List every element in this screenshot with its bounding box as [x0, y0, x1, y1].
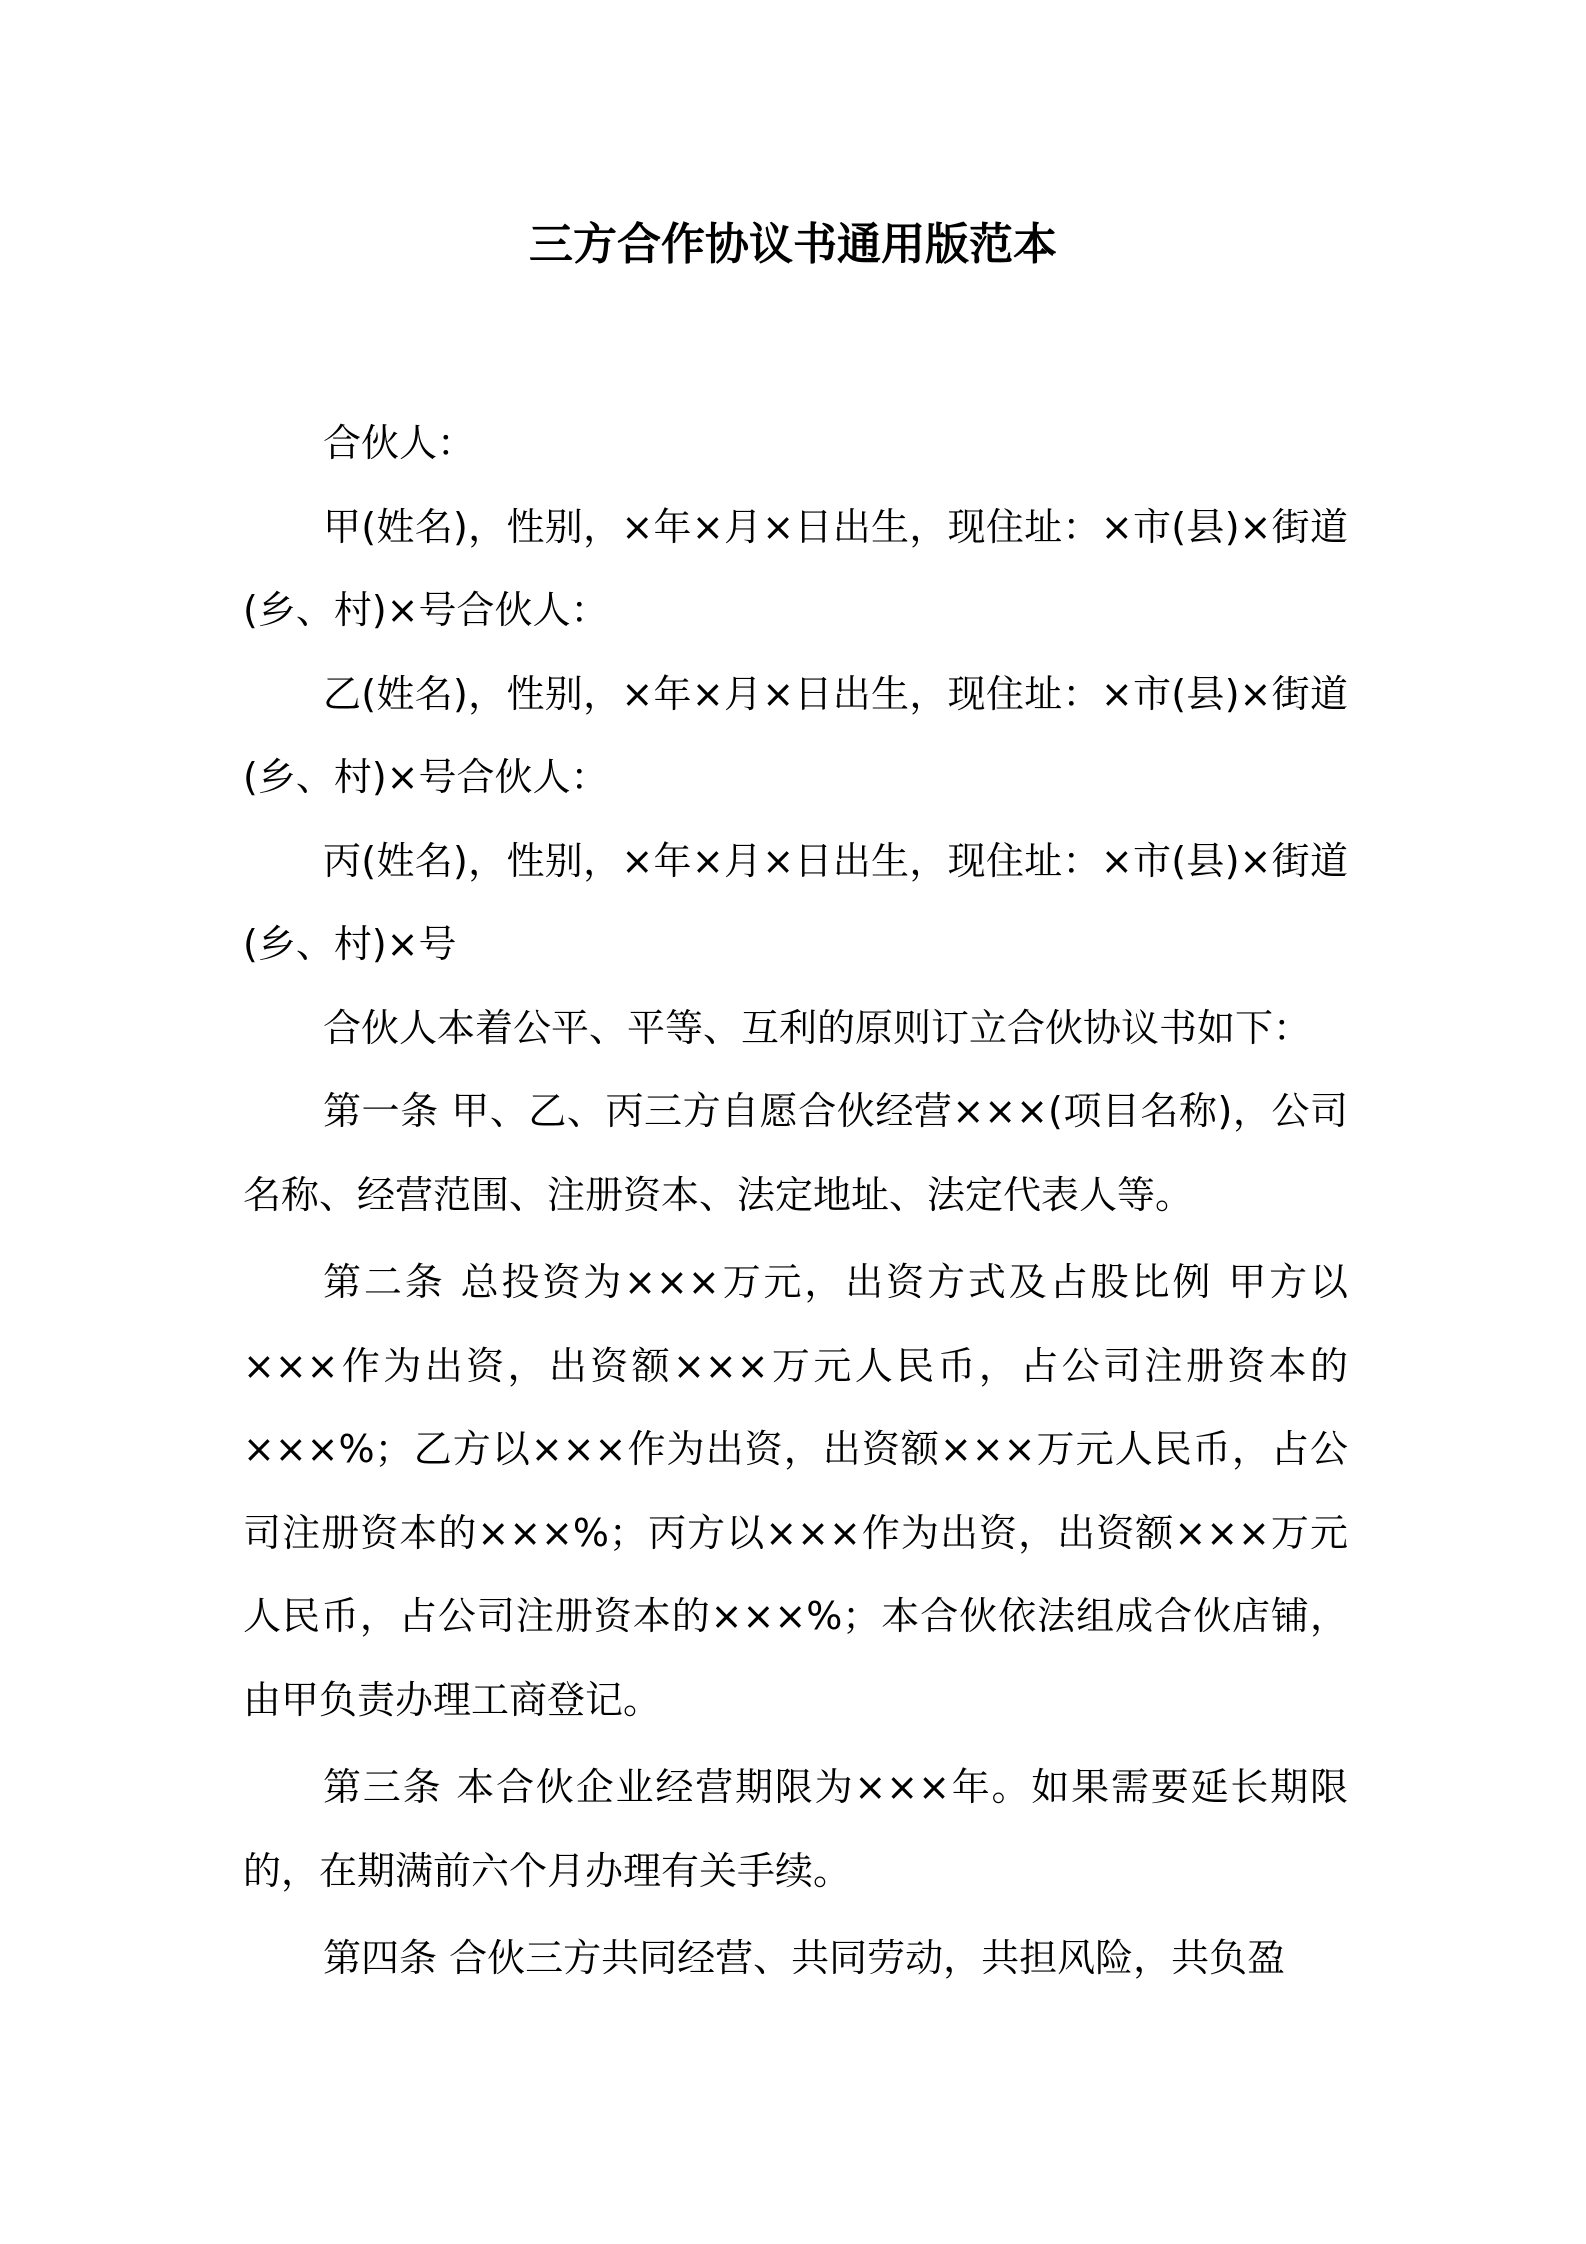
- paragraph-partners-heading: 合伙人：: [323, 421, 476, 465]
- document-title: 三方合作协议书通用版范本: [529, 219, 1057, 270]
- paragraph-partner-c: 丙(姓名)，性别，×年×月×日出生，现住址：×市(县)×街道(乡、村)×号: [243, 838, 1348, 966]
- paragraph-article-2: 第二条 总投资为×××万元，出资方式及占股比例 甲方以×××作为出资，出资额×××万元人民币，占公司注册资本的×××%；乙方以×××作为出资，出资额×××万元人民币，占公司注册资本的×××%；丙方以×××作为出资，出资额×××万元人民币，占公司注册资本的×××%；本合伙依法组成合伙店铺，由甲负责办理工商登记。: [243, 1260, 1348, 1722]
- paragraph-partner-a: 甲(姓名)，性别，×年×月×日出生，现住址：×市(县)×街道(乡、村)×号合伙人：: [243, 504, 1348, 632]
- paragraph-article-4: 第四条 合伙三方共同经营、共同劳动，共担风险，共负盈: [323, 1936, 1286, 1980]
- document-body: [243, 402, 1348, 2001]
- paragraph-partner-b: 乙(姓名)，性别，×年×月×日出生，现住址：×市(县)×街道(乡、村)×号合伙人：: [243, 671, 1348, 799]
- paragraph-preamble: 合伙人本着公平、平等、互利的原则订立合伙协议书如下：: [323, 1005, 1312, 1050]
- paragraph-article-3: 第三条 本合伙企业经营期限为×××年。如果需要延长期限的，在期满前六个月办理有关手续。: [243, 1765, 1348, 1893]
- paragraph-article-1: 第一条 甲、乙、丙三方自愿合伙经营×××(项目名称)，公司名称、经营范围、注册资本、法定地址、法定代表人等。: [243, 1089, 1348, 1217]
